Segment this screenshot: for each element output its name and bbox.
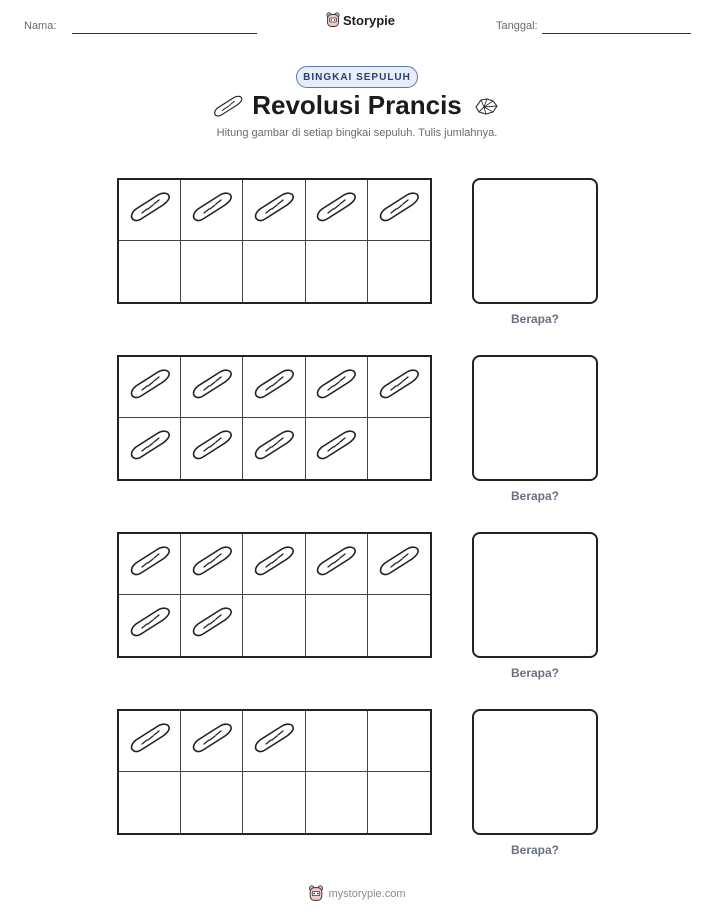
date-line [542, 33, 691, 34]
baguette-icon [377, 544, 421, 585]
ten-frame-cell [119, 357, 181, 418]
ten-frame-cell [181, 534, 243, 595]
page-title: Revolusi Prancis [252, 90, 462, 120]
ten-frame-cell [243, 772, 305, 833]
question-label: Berapa? [510, 489, 560, 503]
baguette-icon [128, 190, 172, 231]
ten-frame-cell [243, 711, 305, 772]
ten-frame-cell [119, 534, 181, 595]
ten-frame-cell [368, 180, 430, 241]
baguette-icon [314, 190, 358, 231]
ten-frame-cell [119, 772, 181, 833]
baguette-icon [128, 721, 172, 762]
ten-frame-cell [306, 534, 368, 595]
ten-frame [117, 355, 432, 481]
ten-frame-cell [243, 241, 305, 302]
ten-frame-cell [306, 595, 368, 656]
ten-frame-cell [368, 534, 430, 595]
ten-frame-cell [306, 357, 368, 418]
ten-frame-cell [119, 711, 181, 772]
baguette-icon [128, 428, 172, 469]
ten-frame-cell [368, 711, 430, 772]
answer-box[interactable] [472, 709, 598, 835]
baguette-icon [252, 544, 296, 585]
ten-frame-cell [306, 772, 368, 833]
ten-frame-cell [119, 241, 181, 302]
ten-frame-cell [243, 180, 305, 241]
ten-frame [117, 709, 432, 835]
crumbs-icon [472, 95, 500, 117]
ten-frame-cell [181, 241, 243, 302]
baguette-icon [128, 367, 172, 408]
answer-box[interactable] [472, 355, 598, 481]
baguette-icon [252, 428, 296, 469]
ten-frame-cell [243, 534, 305, 595]
ten-frame-cell [368, 772, 430, 833]
baguette-icon [190, 190, 234, 231]
baguette-icon [190, 428, 234, 469]
baguette-icon [190, 367, 234, 408]
date-label: Tanggal: [496, 20, 538, 32]
name-label: Nama: [24, 20, 57, 32]
ten-frame-cell [368, 595, 430, 656]
ten-frame-cell [306, 241, 368, 302]
ten-frame-cell [181, 711, 243, 772]
brand-logo [326, 12, 395, 28]
ten-frame-cell [243, 418, 305, 479]
ten-frame-cell [181, 357, 243, 418]
baguette-icon [252, 721, 296, 762]
baguette-icon [190, 721, 234, 762]
question-label: Berapa? [510, 843, 560, 857]
ten-frame-cell [181, 180, 243, 241]
ten-frame-cell [306, 711, 368, 772]
name-line [72, 33, 257, 34]
worksheet-type-badge: BINGKAI SEPULUH [296, 66, 418, 88]
ten-frame-cell [368, 357, 430, 418]
baguette-icon [190, 544, 234, 585]
ten-frame-cell [181, 772, 243, 833]
ten-frame-cell [243, 357, 305, 418]
instructions: Hitung gambar di setiap bingkai sepuluh. Tulis jumlahnya. [216, 127, 498, 139]
baguette-icon [128, 544, 172, 585]
baguette-icon [314, 544, 358, 585]
ten-frame-cell [306, 418, 368, 479]
ten-frame-cell [119, 418, 181, 479]
ten-frame-cell [181, 418, 243, 479]
ten-frame-cell [181, 595, 243, 656]
baguette-icon [190, 605, 234, 646]
ten-frame-cell [119, 595, 181, 656]
bear-mascot-icon [308, 885, 324, 902]
brand-name: Storypie [343, 12, 396, 28]
bear-mascot-icon [326, 12, 340, 28]
baguette-icon [252, 190, 296, 231]
footer [0, 885, 714, 902]
baguette-icon [377, 367, 421, 408]
footer-site: mystorypie.com [328, 887, 406, 900]
ten-frame [117, 532, 432, 658]
question-label: Berapa? [510, 312, 560, 326]
ten-frame-cell [243, 595, 305, 656]
ten-frame-cell [119, 180, 181, 241]
baguette-icon [252, 367, 296, 408]
answer-box[interactable] [472, 532, 598, 658]
baguette-icon [128, 605, 172, 646]
ten-frame-cell [368, 418, 430, 479]
ten-frame-cell [368, 241, 430, 302]
baguette-icon [314, 428, 358, 469]
question-label: Berapa? [510, 666, 560, 680]
ten-frame-cell [306, 180, 368, 241]
ten-frame [117, 178, 432, 304]
baguette-icon [377, 190, 421, 231]
answer-box[interactable] [472, 178, 598, 304]
worksheet-header [0, 0, 714, 50]
baguette-icon [314, 367, 358, 408]
